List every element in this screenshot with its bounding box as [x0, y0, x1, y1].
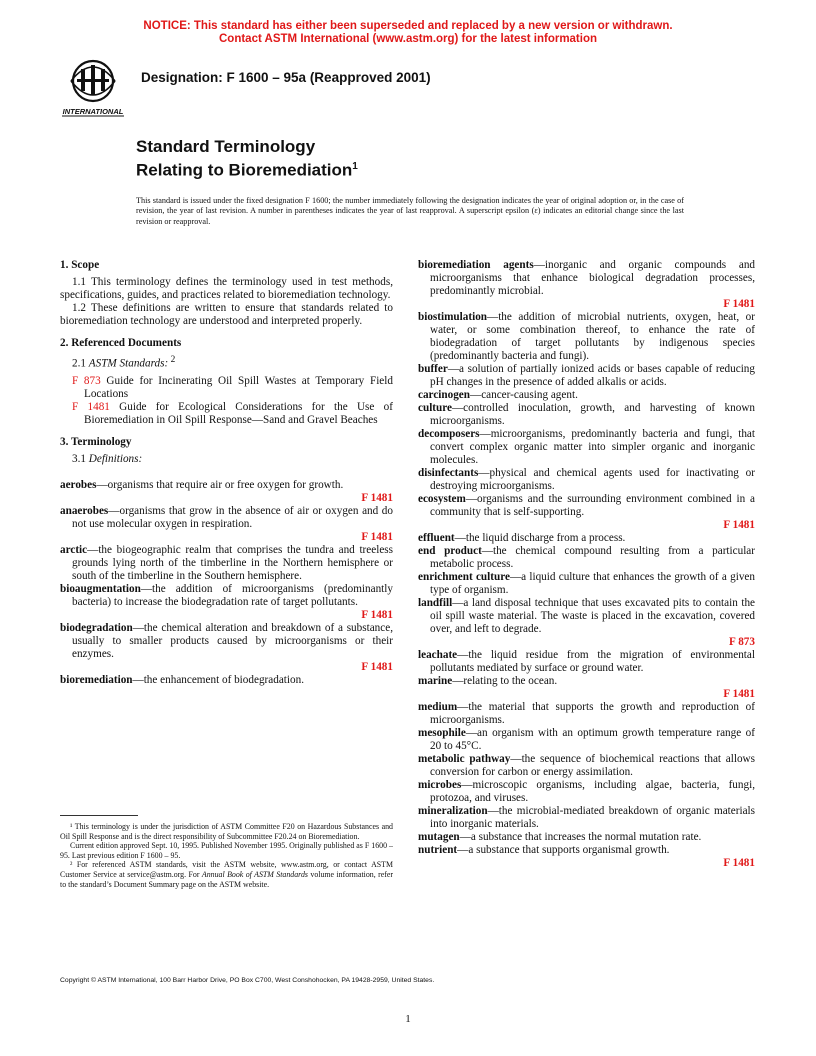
preamble: This standard is issued under the fixed designation F 1600; the number immediately following the designation indicates the year of original adoption or, in the case of revision, the year of last revision. A number in parentheses indicates the year of last reapproval. A superscript epsilon (ε) indicates an editorial change since the last revision or reapproval. [136, 196, 684, 226]
definition-entry [418, 467, 755, 493]
term-definition: —the enhancement of biodegradation. [132, 673, 304, 686]
term-definition: —the microbial-mediated breakdown of organic materials into inorganic materials. [430, 805, 755, 830]
definition-entry [418, 727, 755, 753]
copyright: Copyright © ASTM International, 100 Barr Harbor Drive, PO Box C700, West Conshohocken, PA 19428-2959, United States. [60, 977, 435, 984]
definition-entry [418, 571, 755, 597]
term-name: mineralization [418, 805, 488, 817]
definition-entry [418, 259, 755, 311]
term-definition: —the addition of microbial nutrients, oxygen, heat, or water, or some combination thereof, to enhance the rate of biodegradation of target pollutants by indigenous species (predominantly bacteria and fungi). [430, 311, 755, 362]
term-name: bioremediation agents [418, 259, 534, 271]
term-name: effluent [418, 532, 455, 544]
astm-standards-footnote-mark: 2 [168, 355, 176, 365]
term-name: disinfectants [418, 467, 479, 479]
referenced-doc-code-link[interactable]: F 1481 [72, 400, 110, 413]
term-definition: —cancer-causing agent. [470, 389, 578, 401]
definition-entry [418, 597, 755, 649]
term-definition: —controlled inoculation, growth, and harvesting of known microorganisms. [430, 402, 755, 427]
term-name: nutrient [418, 844, 458, 856]
term-name: buffer [418, 363, 448, 375]
referenced-heading: 2. Referenced Documents [60, 337, 182, 349]
left-column [60, 259, 393, 687]
definition-entry [418, 311, 755, 363]
term-name: microbes [418, 779, 462, 791]
term-definition: —physical and chemical agents used for inactivating or destroying microorganisms. [430, 467, 755, 492]
term-name: carcinogen [418, 389, 470, 401]
term-reference-link[interactable]: F 1481 [723, 688, 755, 700]
term-reference-link[interactable]: F 1481 [361, 608, 393, 621]
term-definition: —the biogeographic realm that comprises the tundra and treeless grounds lying north of the timberline in the Northern hemisphere or south of the timberline in the Southern hemisphere. [72, 543, 393, 582]
definition-entry [418, 805, 755, 831]
term-name: aerobes [60, 478, 97, 491]
term-definition: —microorganisms, predominantly bacteria and fungi, that convert complex organic matter into simpler organic and inorganic molecules. [430, 428, 755, 466]
term-definition: —a solution of partially ionized acids or bases capable of reducing pH changes in the presence of added alkalis or acids. [430, 363, 755, 388]
designation: Designation: F 1600 – 95a (Reapproved 2001) [141, 70, 431, 85]
definition-entry [418, 389, 755, 402]
referenced-doc [72, 401, 393, 427]
term-definition: —an organism with an optimum growth temperature range of 20 to 45°C. [430, 727, 755, 752]
term-reference-link[interactable]: F 1481 [723, 519, 755, 531]
definition-entry [418, 844, 755, 870]
astm-standards-label: ASTM Standards: [88, 357, 169, 370]
term-name: bioaugmentation [60, 582, 141, 595]
term-name: culture [418, 402, 452, 414]
term-definition: —microscopic organisms, including algae, bacteria, fungi, protozoa, and viruses. [430, 779, 755, 804]
footnote-1: ¹ This terminology is under the jurisdiction of ASTM Committee F20 on Hazardous Substances and Oil Spill Response and is the direct responsibility of Subcommittee F20.24 on Bioremediation. [60, 822, 393, 841]
term-name: bioremediation [60, 673, 133, 686]
definition-entry [418, 701, 755, 727]
scope-heading: 1. Scope [60, 259, 100, 271]
title-line-2-text: Relating to Bioremediation [136, 160, 353, 180]
term-name: arctic [60, 543, 88, 556]
term-name: biodegradation [60, 621, 133, 634]
astm-logo [57, 57, 129, 119]
term-name: end product [418, 545, 482, 557]
right-column [418, 259, 755, 870]
term-name: landfill [418, 597, 453, 609]
term-definition: —organisms and the surrounding environment combined in a community that is self-supporting. [430, 493, 755, 518]
definition-entry [60, 622, 393, 674]
notice-line-2: Contact ASTM International (www.astm.org) for the latest information [218, 33, 598, 45]
term-definition: —organisms that require air or free oxygen for growth. [96, 478, 344, 491]
footnote-2-text-a: ² For referenced ASTM standards, visit the ASTM website, www.astm.org, or contact ASTM Customer Service at service@astm.org. For [60, 860, 393, 879]
term-name: decomposers [418, 428, 480, 440]
definition-entry [418, 363, 755, 389]
term-name: marine [418, 675, 453, 687]
definition-entry [418, 493, 755, 532]
term-reference-link[interactable]: F 1481 [723, 857, 755, 869]
referenced-doc-title: Guide for Incinerating Oil Spill Wastes at Temporary Field Locations [84, 374, 393, 400]
term-definition: —the chemical compound resulting from a particular metabolic process. [430, 545, 755, 570]
term-definition: —the liquid discharge from a process. [454, 532, 626, 544]
term-definition: —the material that supports the growth and reproduction of microorganisms. [430, 701, 755, 726]
footnote-2 [60, 860, 393, 889]
term-definition: —a land disposal technique that uses excavated pits to contain the oil spill waste material. The waste is placed in the excavation, covered over, and left to degrade. [430, 597, 755, 635]
footnotes [60, 822, 393, 889]
definition-entry [418, 428, 755, 467]
logo-caption: INTERNATIONAL [62, 107, 124, 116]
definition-entry [60, 544, 393, 583]
term-definition: —the liquid residue from the migration of environmental pollutants mediated by surface or ground water. [430, 649, 755, 674]
term-reference-link[interactable]: F 1481 [723, 298, 755, 310]
term-name: biostimulation [418, 311, 488, 323]
withdrawal-notice [0, 20, 816, 46]
footnote-1-edition: Current edition approved Sept. 10, 1995. Published November 1995. Originally published as F 1600 – 95. Last previous edition F 1600 – 95. [60, 841, 393, 860]
scope-paragraph-2: 1.2 These definitions are written to ensure that standards related to bioremediation technology are understood and interpreted properly. [60, 302, 393, 327]
footnote-2-italic: Annual Book of ASTM Standards [201, 869, 308, 879]
definition-entry [418, 831, 755, 844]
definitions-number: 3.1 [72, 452, 89, 465]
term-name: mesophile [418, 727, 466, 739]
spacer [60, 470, 393, 479]
title-line-1: Standard Terminology [136, 137, 316, 156]
astm-standards-number: 2.1 [72, 357, 89, 370]
title-line-2 [136, 157, 358, 181]
term-reference-link[interactable]: F 1481 [361, 491, 393, 504]
term-name: metabolic pathway [418, 753, 511, 765]
definition-entry [60, 674, 393, 687]
notice-line-1: NOTICE: This standard has either been superseded and replaced by a new version or withdrawn. [143, 20, 673, 32]
term-name: leachate [418, 649, 458, 661]
referenced-doc-title: Guide for Ecological Considerations for the Use of Bioremediation in Oil Spill Response—Sand and Gravel Beaches [84, 400, 393, 426]
definition-entry [418, 649, 755, 675]
term-reference-link[interactable]: F 1481 [361, 530, 393, 543]
term-name: ecosystem [418, 493, 466, 505]
term-reference-link[interactable]: F 873 [729, 636, 755, 648]
term-definition: —a substance that supports organismal growth. [457, 844, 670, 856]
referenced-doc [72, 375, 393, 401]
term-definition: —organisms that grow in the absence of air or oxygen and do not use molecular oxygen in respiration. [72, 504, 393, 530]
definitions-sub [72, 453, 393, 466]
term-definition: —inorganic and organic compounds and microorganisms that enhance biological degradation processes, predominantly microbial. [430, 259, 756, 297]
definitions-label: Definitions: [88, 452, 143, 465]
referenced-doc-code-link[interactable]: F 873 [72, 374, 101, 387]
term-definition: —a substance that increases the normal mutation rate. [459, 831, 702, 843]
definition-entry [418, 532, 755, 545]
definition-entry [418, 545, 755, 571]
term-name: anaerobes [60, 504, 109, 517]
term-definition: —the sequence of biochemical reactions that allows conversion for carbon or energy assimilation. [430, 753, 755, 778]
scope-paragraph-1: 1.1 This terminology defines the terminology used in test methods, specifications, guides, and practices related to bioremediation technology. [60, 276, 393, 301]
footnote-2-text-b: volume information, refer to the standard’s Document Summary page on the ASTM website. [60, 869, 393, 889]
term-name: mutagen [418, 831, 460, 843]
term-reference-link[interactable]: F 1481 [361, 660, 393, 673]
term-definition: —the chemical alteration and breakdown of a substance, usually to smaller products caused by microorganisms or their enzymes. [72, 621, 393, 660]
page-title [136, 137, 358, 181]
definition-entry [60, 505, 393, 544]
term-definition: —a liquid culture that enhances the growth of a given type of organism. [430, 571, 755, 596]
term-name: medium [418, 701, 458, 713]
definition-entry [418, 402, 755, 428]
term-name: enrichment culture [418, 571, 510, 583]
definition-entry [60, 583, 393, 622]
definition-entry [418, 779, 755, 805]
footnote-divider [60, 815, 138, 816]
definition-entry [418, 753, 755, 779]
definition-entry [60, 479, 393, 505]
terminology-heading: 3. Terminology [60, 435, 132, 448]
term-definition: —the addition of microorganisms (predominantly bacteria) to increase the biodegradation rate of target pollutants. [72, 582, 393, 608]
astm-standards-sub [72, 354, 393, 371]
term-definition: —relating to the ocean. [452, 675, 558, 687]
title-footnote-mark: 1 [352, 161, 358, 172]
definition-list-right [418, 259, 755, 870]
definition-entry [418, 675, 755, 701]
astm-logo-icon [57, 57, 129, 119]
definition-list-left [60, 479, 393, 687]
page-number: 1 [405, 1013, 411, 1025]
